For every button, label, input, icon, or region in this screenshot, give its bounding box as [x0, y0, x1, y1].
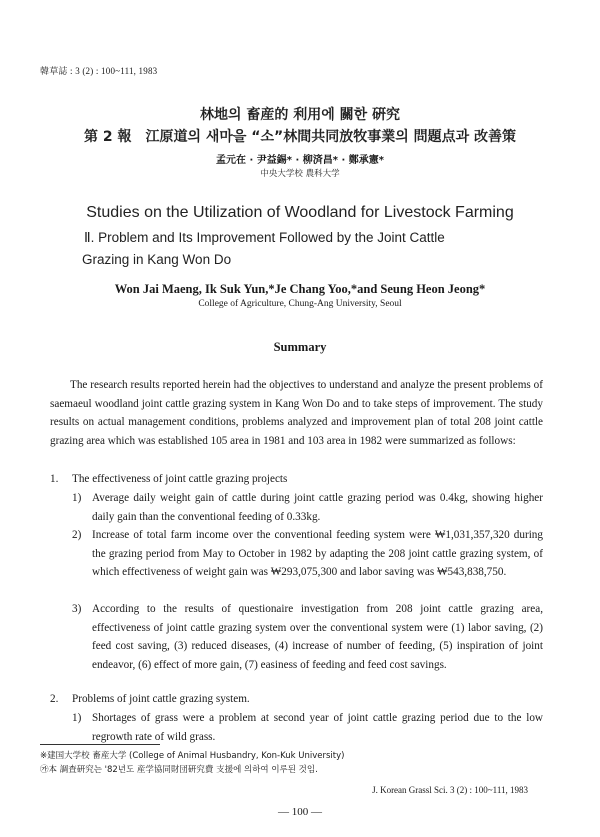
english-title-line3: Grazing in Kang Won Do: [82, 252, 232, 267]
item-2-1-text: Shortages of grass were a problem at second year of joint cattle grazing period due to the low regrowth rate of wild grass.: [92, 712, 543, 743]
korean-authors: 孟元在 · 尹益錫* · 柳済昌* · 鄭承憲*: [216, 155, 384, 166]
item-1-2-text: Increase of total farm income over the conventional feeding system were ₩1,031,357,320 during the grazing period from May to October in 1982 by adapting the 208 joint cattle grazing system, of which effectiveness of weight gain was ₩293,075,300 and labor saving was ₩543,838,750.: [92, 529, 543, 578]
item-1-1-text: Average daily weight gain of cattle during joint cattle grazing period was 0.4kg, showing higher daily gain than the conventional feeding of 0.33kg.: [92, 492, 543, 523]
summary-intro-paragraph: [50, 376, 543, 450]
section-2-label: Problems of joint cattle grazing system.: [72, 693, 250, 705]
korean-title-line2: 第 2 報 江原道의 새마을 “소”林間共同放牧事業의 問題点과 改善策: [83, 129, 517, 145]
header-journal-reference: 韓草誌 : 3 (2) : 100~111, 1983: [40, 66, 158, 76]
section-2-number: 2.: [50, 693, 59, 705]
item-1-3-number: 3): [72, 603, 82, 615]
section-1-label: The effectiveness of joint cattle grazing projects: [72, 473, 288, 485]
item-1-3-text: According to the results of questionaire investigation from 208 joint cattle grazing area, effectiveness of joint cattle grazing system over the conventional system were (1) labor saving, (2) feed cost saving, (3) reduced diseases, (4) increase of number of feeding, (5) inspiration of joint endeavor, (6) effect of more gain, (7) easiness of feeding and feed cost savings.: [92, 603, 543, 671]
english-title-line1: Studies on the Utilization of Woodland for Livestock Farming: [86, 204, 514, 221]
english-affiliation: College of Agriculture, Chung-Ang University, Seoul: [198, 299, 402, 309]
english-title-line2: Ⅱ. Problem and Its Improvement Followed by the Joint Cattle: [84, 230, 445, 245]
english-authors: Won Jai Maeng, Ik Suk Yun,*Je Chang Yoo,*and Seung Heon Jeong*: [114, 282, 486, 296]
korean-title-line1: 林地의 畜産的 利用에 關한 硏究: [199, 107, 401, 123]
summary-intro-text: The research results reported herein had the objectives to understand and analyze the present problems of saemaeul woodland joint cattle grazing system in Kang Won Do and to take steps of improvement. The study results on actual management conditions, problems analyzed and improvement plan of total 208 joint cattle grazing area which was established 105 area in 1981 and 103 area in 1982 were summarized as follows:: [50, 379, 543, 447]
footnote-1: ※建国大学校 畜産大学 (College of Animal Husbandry, Kon-Kuk University): [40, 751, 345, 761]
footnote-2: ㉮本 調査硏究는 '82년도 産学協同財団硏究費 支援에 의하여 이루된 것임.: [40, 765, 318, 775]
section-1-number: 1.: [50, 473, 59, 485]
page-number: — 100 —: [278, 806, 322, 818]
item-1-1-number: 1): [72, 492, 82, 504]
summary-heading: Summary: [273, 340, 327, 354]
footnote-divider: [40, 744, 160, 745]
footer-journal-reference: J. Korean Grassl Sci. 3 (2) : 100~111, 1983: [372, 785, 528, 795]
item-1-2-number: 2): [72, 529, 82, 541]
item-2-1-number: 1): [72, 712, 82, 724]
korean-affiliation: 中央大学校 農科大学: [260, 169, 340, 179]
